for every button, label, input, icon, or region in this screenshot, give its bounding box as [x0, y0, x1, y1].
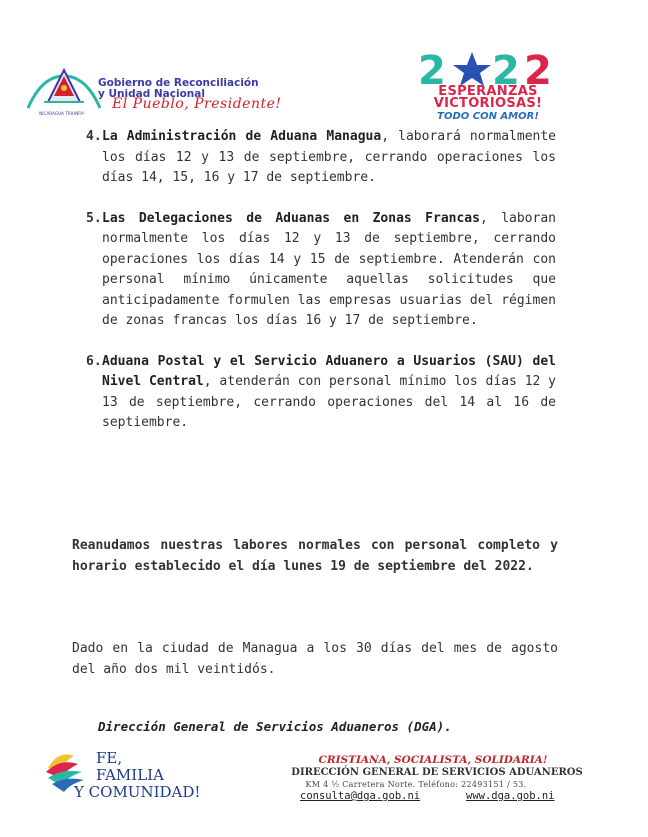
footer-web-link[interactable]: www.dga.gob.ni [466, 790, 555, 802]
closing-paragraph: Reanudamos nuestras labores normales con personal completo y horario establecido el día lunes 19 de septiembre del 2022. [72, 538, 558, 574]
svg-text:2: 2 [492, 48, 520, 88]
todo-con-amor-text: TODO CON AMOR! [437, 111, 539, 122]
item-number: 4. [86, 129, 102, 144]
footer-agency: DIRECCIÓN GENERAL DE SERVICIOS ADUANEROS [291, 767, 583, 778]
numbered-list [86, 127, 556, 434]
item-text: , atenderán con personal mínimo los días 12 y 13 de septiembre, cerrando operaciones del 14 al 16 de septiembre. [102, 374, 557, 430]
government-name-line2: y Unidad Nacional [98, 88, 205, 100]
family-slogan-line1: FE, [96, 749, 123, 767]
footer-motto: CRISTIANA, SOCIALISTA, SOLIDARIA! [318, 754, 548, 766]
svg-text:2: 2 [418, 48, 446, 88]
list-item-5 [86, 209, 556, 332]
year-2022-logo [414, 48, 562, 88]
government-slogan: El Pueblo, Presidente! [112, 96, 282, 112]
family-slogan-line3: Y COMUNIDAD! [74, 783, 201, 801]
item-text: , laborará normalmente los días 12 y 13 de septiembre, cerrando operaciones los días 14, 15, 16 y 17 de septiembre. [102, 129, 556, 185]
given-paragraph: Dado en la ciudad de Managua a los 30 días del mes de agosto del año dos mil veintidós. [72, 641, 558, 677]
list-item-4 [86, 127, 556, 189]
item-text: , laboran normalmente los días 12 y 13 de septiembre, cerrando operaciones los días 14 y 15 de septiembre. Atenderán con personal mínimo únicamente aquellas solicitudes que anticipadamente formulen las empresas usuarias del régimen de zonas francas los días 16 y 17 de septiembre. [102, 210, 556, 328]
signature-line: Dirección General de Servicios Aduaneros (DGA). [98, 719, 452, 734]
svg-text:2: 2 [524, 48, 552, 88]
item-number: 6. [86, 353, 102, 369]
victoriosas-text: VICTORIOSAS! [433, 96, 543, 111]
footer-email-link[interactable]: consulta@dga.gob.ni [300, 790, 421, 802]
government-name-line1: Gobierno de Reconciliación [98, 77, 259, 89]
list-item-6 [86, 352, 556, 434]
item-heading: Las Delegaciones de Aduanas en Zonas Francas [102, 210, 480, 226]
esperanzas-text: ESPERANZAS [438, 84, 538, 99]
footer-address: KM 4 ½ Carretera Norte. Teléfono: 22493151 / 53. [305, 780, 527, 789]
svg-text:NICARAGUA TRIUNFA!: NICARAGUA TRIUNFA! [39, 111, 85, 116]
item-heading: Aduana Postal y el Servicio Aduanero a Usuarios (SAU) del Nivel Central [102, 353, 556, 389]
family-slogan [74, 750, 200, 801]
family-slogan-line2: FAMILIA [96, 766, 164, 784]
item-number: 5. [86, 210, 102, 226]
item-heading: La Administración de Aduana Managua [102, 129, 382, 144]
government-emblem-icon [20, 62, 105, 120]
